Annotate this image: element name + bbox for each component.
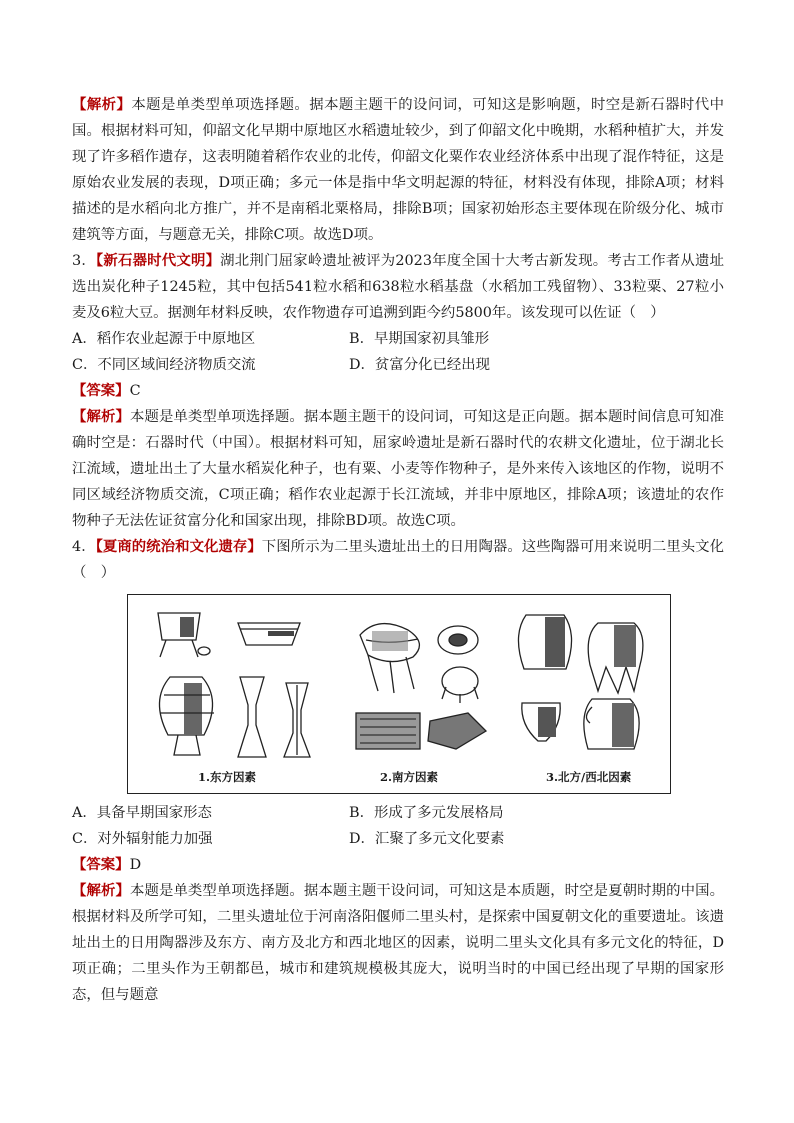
analysis-text: 本题是单类型单项选择题。据本题主题干设问词，可知这是本质题，时空是夏朝时期的中国。根据材料及所学可知，二里头遗址位于河南洛阳偃师二里头村，是探索中国夏朝文化的重要遗址。该遗址出土的日用陶器涉及东方、南方及北方和西北地区的因素，说明二里头文化具有多元文化的特征，D项正确；二里头作为王朝都邑，城市和建筑规模极其庞大，说明当时的中国已经出现了早期的国家形态，但与题意 <box>72 883 724 1003</box>
q3-options-row-1 <box>72 326 724 352</box>
q3-answer <box>72 378 724 404</box>
question-number: 4． <box>72 539 96 555</box>
q4-stem <box>72 534 724 586</box>
answer-value: D <box>129 857 142 873</box>
answer-tag: 【答案】 <box>72 856 130 873</box>
option-d: D．贫富分化已经出现 <box>349 357 491 373</box>
eastern-pottery-group <box>158 613 310 757</box>
analysis-text: 本题是单类型单项选择题。据本题主题干的设问词，可知这是正向题。据本题时间信息可知准确时空是：石器时代（中国）。根据材料可知，屈家岭遗址是新石器时代的农耕文化遗址，位于湖北长江流域，遗址出土了大量水稻炭化种子，也有粟、小麦等作物种子，是外来传入该地区的作物，说明不同区域经济物质交流，C项正确；稻作农业起源于长江流域，并非中原地区，排除A项；该遗址的农作物种子无法佐证贫富分化和国家出现，排除BD项。故选C项。 <box>72 409 724 529</box>
answer-tag: 【答案】 <box>72 382 130 399</box>
option-c: C．对外辐射能力加强 <box>72 831 213 847</box>
document-page <box>72 92 724 1008</box>
q4-answer <box>72 852 724 878</box>
analysis-tag: 【解析】 <box>72 882 130 899</box>
analysis-tag: 【解析】 <box>72 408 130 425</box>
analysis-text: 本题是单类型单项选择题。据本题主题干的设问词，可知这是影响题，时空是新石器时代中国。根据材料可知，仰韶文化早期中原地区水稻遗址较少，到了仰韶文化中晚期，水稻种植扩大，并发现了许多稻作遗存，这表明随着稻作农业的北传，仰韶文化粟作农业经济体系中出现了混作特征，这是原始农业发展的表现，D项正确；多元一体是指中华文明起源的特征，材料没有体现，排除A项；材料描述的是水稻向北方推广，并不是南稻北粟格局，排除B项；国家初始形态主要体现在阶级分化、城市建筑等方面，与题意无关，排除C项。故选D项。 <box>72 97 724 243</box>
option-b: B．形成了多元发展格局 <box>349 805 504 821</box>
southern-pottery-group <box>356 624 486 749</box>
option-d: D．汇聚了多元文化要素 <box>349 831 505 847</box>
q3-analysis <box>72 404 724 534</box>
question-stem: 湖北荆门屈家岭遗址被评为2023年度全国十大考古新发现。考古工作者从遗址选出炭化种子1245粒，其中包括541粒水稻和638粒水稻基盘（水稻加工残留物）、33粒粟、27粒小麦及6粒大豆。据测年材料反映，农作物遗存可追溯到距今约5800年。该发现可以佐证（ ） <box>72 253 724 321</box>
option-c: C．不同区域间经济物质交流 <box>72 357 256 373</box>
option-b: B．早期国家初具雏形 <box>349 331 490 347</box>
option-a: A．具备早期国家形态 <box>72 805 212 821</box>
q2-analysis <box>72 92 724 248</box>
topic-tag: 【夏商的统治和文化遗存】 <box>95 538 262 555</box>
northern-pottery-group <box>518 615 642 749</box>
analysis-tag: 【解析】 <box>72 96 132 113</box>
q4-options-row-1 <box>72 800 724 826</box>
q4-analysis <box>72 878 724 1008</box>
option-a: A．稻作农业起源于中原地区 <box>72 331 256 347</box>
caption-eastern: 1.东方因素 <box>198 770 257 784</box>
q3-stem <box>72 248 724 326</box>
pottery-figure <box>127 594 671 794</box>
caption-southern: 2.南方因素 <box>380 770 439 784</box>
caption-northern: 3.北方/西北因素 <box>546 770 632 784</box>
question-stem: 下图所示为二里头遗址出土的日用陶器。这些陶器可用来说明二里头文化（ ） <box>72 539 724 581</box>
q3-options-row-2 <box>72 352 724 378</box>
question-number: 3． <box>72 253 96 269</box>
answer-value: C <box>129 383 141 399</box>
q4-options-row-2 <box>72 826 724 852</box>
topic-tag: 【新石器时代文明】 <box>95 252 221 269</box>
pottery-illustration <box>128 595 669 792</box>
